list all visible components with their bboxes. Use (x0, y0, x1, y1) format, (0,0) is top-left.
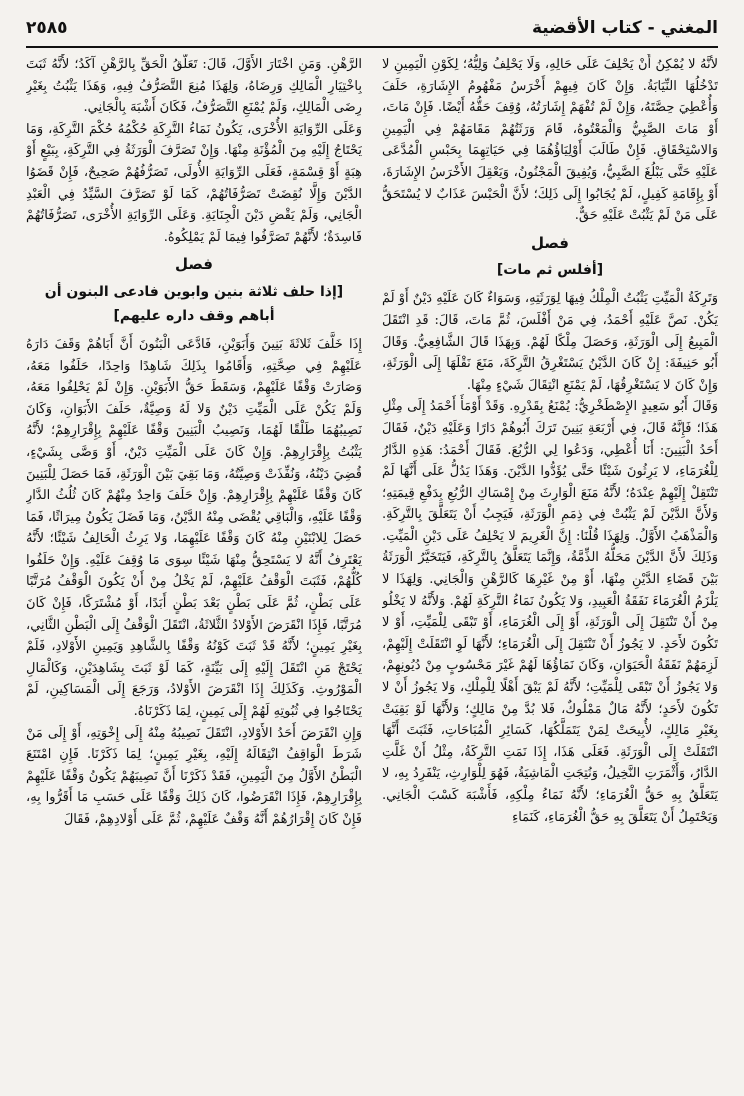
page-number: ٢٥٨٥ (26, 18, 68, 38)
text-columns (26, 54, 718, 1084)
paragraph: وَقَالَ أَبُو سَعِيدٍ الإِصْطَخْرِيُّ: يُمْنَعُ بِقَدْرِهِ. وَقَدْ أَوْمَأَ أَحْمَدُ إِلَى مِثْلِ هَذَا؛ فَإِنَّهُ قَالَ، فِي أَرْبَعَةِ بَنِينَ تَرَكَ أَبُوهُمْ دَارًا وَعَلَيْهِ دَيْنٌ، فَقَالَ أَحَدُ الْبَنِينَ: أَنَا أُعْطِي، وَدَعُوا لِي الرُّبُعَ. فَقَالَ أَحْمَدُ: هَذِهِ الدَّارُ لِلْغُرَمَاءِ، لا يَرِثُونَ شَيْئًا حَتَّى يُؤَدُّوا الدَّيْنَ. وَهَذَا يَدُلُّ عَلَى أَنَّهَا لَمْ تَنْتَقِلْ إِلَيْهِمْ عِنْدَهُ؛ لأَنَّهُ مَنَعَ الْوَارِثَ مِنْ إِمْسَاكِ الرُّبُعِ بِدَفْعِ قِيمَتِهِ؛ وَلأَنَّ الدَّيْنَ لَمْ يَثْبُتْ فِي ذِمَمِ الْوَرَثَةِ، فَيَجِبُ أَنْ يَتَعَلَّقَ بِالتَّرِكَةِ. وَالْمَذْهَبُ الأَوَّلُ. وَلِهَذَا قُلْنَا: إِنَّ الْغَرِيمَ لا يَحْلِفُ عَلَى دَيْنِ الْمَيِّتِ. وَذَلِكَ لأَنَّ الدَّيْنَ مَحَلُّهُ الذِّمَّةُ، وَإِنَّمَا يَتَعَلَّقُ بِالتَّرِكَةِ، فَيَتَخَيَّرُ الْوَرَثَةُ بَيْنَ قَضَاءِ الدَّيْنِ مِنْهَا، أَوْ مِنْ غَيْرِهَا كَالرَّهْنِ وَالْجَانِي. وَلِهَذَا لا يَلْزَمُ الْغُرَمَاءَ نَفَقَةُ الْعَبِيدِ، وَلا يَكُونُ نَمَاءُ التَّرِكَةِ لَهُمْ. وَلأَنَّهُ لا يَخْلُو مِنْ أَنْ تَنْتَقِلَ إِلَى الْوَرَثَةِ، أَوْ إِلَى الْغُرَمَاءِ، أَوْ تَبْقَى لِلْمَيِّتِ، أَوْ لا تَكُونَ لأَحَدٍ. لا يَجُوزُ أَنْ تَنْتَقِلَ إِلَى الْغُرَمَاءِ؛ لأَنَّهَا لَوِ انْتَقَلَتْ إِلَيْهِمْ، لَزِمَهُمْ نَفَقَةُ الْحَيَوَانِ، وَكَانَ نَمَاؤُهَا لَهُمْ غَيْرَ مَحْسُوبٍ مِنْ دُيُونِهِمْ، وَلا يَجُوزُ أَنْ تَبْقَى لِلْمَيِّتِ؛ لأَنَّهُ لَمْ يَبْقَ أَهْلًا لِلْمِلْكِ، وَلا يَجُوزُ أَنْ لا تَكُونَ لأَحَدٍ؛ لأَنَّهُ مَالٌ مَمْلُوكٌ، فَلا بُدَّ مِنْ مَالِكٍ؛ وَلأَنَّهَا لَوْ بَقِيَتْ بِغَيْرِ مَالِكٍ، لأُبِيحَتْ لِمَنْ يَتَمَلَّكُهَا، كَسَائِرِ الْمُبَاحَاتِ، فَثَبَتَ أَنَّهَا انْتَقَلَتْ إِلَى الْوَرَثَةِ. فَعَلَى هَذَا، إِذَا نَمَتِ التَّرِكَةُ، مِثْلُ أَنْ غَلَّتِ الدَّارُ، وَأَثْمَرَتِ النَّخِيلُ، وَنُتِجَتِ الْمَاشِيَةُ، فَهُوَ لِلْوَارِثِ، يَنْفَرِدُ بِهِ، لا يَتَعَلَّقُ بِهِ حَقُّ الْغُرَمَاءِ؛ لأَنَّهُ نَمَاءُ مِلْكِهِ، فَأَشْبَهَ كَسْبَ الْجَانِي. وَيَحْتَمِلُ أَنْ يَتَعَلَّقَ بِهِ حَقُّ الْغُرَمَاءِ، كَنَمَاءِ (382, 399, 718, 825)
section-subheading: [أفلس ثم مات] (496, 262, 604, 279)
paragraph: وَعَلَى الرِّوَايَةِ الأُخْرَى، يَكُونُ نَمَاءُ التَّرِكَةِ حُكْمُهُ حُكْمَ التَّرِكَةِ، وَمَا يَحْتَاجُ إِلَيْهِ مِنَ الْمُؤْنَةِ مِنْهَا. وَإِنْ تَصَرَّفَ الْوَرَثَةُ فِي التَّرِكَةِ، بِبَيْعٍ أَوْ هِبَةٍ أَوْ قِسْمَةٍ، فَعَلَى الرِّوَايَةِ الأُولَى، تَصَرُّفُهُمْ صَحِيحٌ، فَإِنْ قَضَوُا الدَّيْنَ وَإِلَّا نُقِضَتْ تَصَرُّفَاتُهُمْ، كَمَا لَوْ تَصَرَّفَ السَّيِّدُ فِي الْعَبْدِ الْجَانِي، وَلَمْ يَقْضِ دَيْنَ الْجِنَايَةِ. وَعَلَى الرِّوَايَةِ الأُخْرَى، تَصَرُّفَاتُهُمْ فَاسِدَةٌ؛ لأَنَّهُمْ تَصَرَّفُوا فِيمَا لَمْ يَمْلِكُوهُ. (26, 121, 362, 245)
header-rule (26, 46, 718, 48)
paragraph: إِذَا خَلَّفَ ثَلاثَةَ بَنِينَ وَأَبَوَيْنِ، فَادَّعَى الْبَنُونَ أَنَّ أَبَاهُمْ وَقَفَ دَارَهُ عَلَيْهِمْ فِي صِحَّتِهِ، وَأَقَامُوا بِذَلِكَ شَاهِدًا وَاحِدًا، حَلَفُوا مَعَهُ، وَصَارَتْ وَقْفًا عَلَيْهِمْ، وَسَقَطَ حَقُّ الأَبَوَيْنِ. وَإِنْ لَمْ يَحْلِفُوا مَعَهُ، وَلَمْ يَكُنْ عَلَى الْمَيِّتِ دَيْنٌ وَلا لَهُ وَصِيَّةٌ، حَلَفَ الأَبَوَانِ، وَكَانَ نَصِيبُهُمَا طَلْقًا لَهُمَا، وَنَصِيبُ الْبَنِينَ وَقْفًا عَلَيْهِمْ بِإِقْرَارِهِمْ؛ لأَنَّهُ يَثْبُتُ بِإِقْرَارِهِمْ. وَإِنْ كَانَ عَلَى الْمَيِّتِ دَيْنٌ، أَوْ وَصَّى بِشَيْءٍ، قُضِيَ دَيْنُهُ، وَنُفِّذَتْ وَصِيَّتُهُ، وَمَا بَقِيَ بَيْنَ الْوَرَثَةِ، فَمَا حَصَلَ لِلْبَنِينَ كَانَ وَقْفًا عَلَيْهِمْ بِإِقْرَارِهِمْ. وَإِنْ حَلَفَ وَاحِدٌ مِنْهُمْ كَانَ ثُلُثُ الدَّارِ وَقْفًا عَلَيْهِ، وَالْبَاقِي يُقْضَى مِنْهُ الدَّيْنُ، وَمَا فَضَلَ يَكُونُ مِيرَاثًا، فَمَا حَصَلَ لِلابْنَيْنِ مِنْهُ كَانَ وَقْفًا عَلَيْهِمَا، وَلا يَرِثُ الْحَالِفُ شَيْئًا؛ لأَنَّهُ يَعْتَرِفُ أَنَّهُ لا يَسْتَحِقُّ مِنْهَا شَيْئًا سِوَى مَا وُقِفَ عَلَيْهِ. وَإِنْ حَلَفُوا كُلُّهُمْ، فَثَبَتَ الْوَقْفُ عَلَيْهِمْ، لَمْ يَخْلُ مِنْ أَنْ يَكُونَ الْوَقْفُ مُرَتَّبًا عَلَى بَطْنٍ، ثُمَّ عَلَى بَطْنٍ بَعْدَ بَطْنٍ أَبَدًا، أَوْ مُشْتَرَكًا، فَإِنْ كَانَ مُرَتَّبًا، فَإِذَا انْقَرَضَ الأَوْلادُ الثَّلاثَةُ، انْتَقَلَ الْوَقْفُ إِلَى الْبَطْنِ الثَّانِي، بِغَيْرِ يَمِينٍ؛ لأَنَّهُ قَدْ ثَبَتَ كَوْنُهُ وَقْفًا بِالشَّاهِدِ وَيَمِينِ الأَوْلادِ، فَلَمْ يَحْتَجْ مَنِ انْتَقَلَ إِلَيْهِ إِلَى بَيِّنَةٍ، كَمَا لَوْ ثَبَتَ بِشَاهِدَيْنِ، وَكَالْمَالِ الْمَوْرُوثِ. وَكَذَلِكَ إِذَا انْقَرَضَ الأَوْلادُ، وَرَجَعَ إِلَى الْمَسَاكِينِ، لَمْ يَحْتَاجُوا فِي ثُبُوتِهِ لَهُمْ إِلَى يَمِينٍ، لِمَا ذَكَرْنَاهُ. (26, 336, 362, 720)
section-heading: فصل (531, 233, 569, 252)
paragraph: الرَّهْنِ. وَمَنِ اخْتَارَ الأَوَّلَ، قَالَ: تَعَلُّقُ الْحَقِّ بِالرَّهْنِ آكَدُ؛ لأَنَّهُ ثَبَتَ بِاخْتِيَارِ الْمَالِكِ وَرِضَاهُ، وَلِهَذَا مُنِعَ التَّصَرُّفُ فِيهِ، وَهَذَا يَثْبُتُ بِغَيْرِ رِضَى الْمَالِكِ، وَلَمْ يُمْنَعِ التَّصَرُّفُ، فَكَانَ أَشْبَهَ بِالْجَانِي. (26, 57, 362, 116)
left-column (26, 54, 362, 1084)
paragraph: وَتَرِكَةُ الْمَيِّتِ يَثْبُتُ الْمِلْكُ فِيهَا لِوَرَثَتِهِ، وَسَوَاءٌ كَانَ عَلَيْهِ دَيْنٌ أَوْ لَمْ يَكُنْ. نَصَّ عَلَيْهِ أَحْمَدُ، فِي مَنْ أَفْلَسَ، ثُمَّ مَاتَ، قَالَ: قَدِ انْتَقَلَ الْمَبِيعُ إِلَى الْوَرَثَةِ، وَحَصَلَ مِلْكًا لَهُمْ. وَبِهَذَا قَالَ الشَّافِعِيُّ. وَقَالَ أَبُو حَنِيفَةَ: إِنْ كَانَ الدَّيْنُ يَسْتَغْرِقُ التَّرِكَةَ، مَنَعَ نَقْلَهَا إِلَى الْوَرَثَةِ، وَإِنْ كَانَ لا يَسْتَغْرِقُهَا، لَمْ يَمْنَعِ انْتِقَالَ شَيْءٍ مِنْهَا. (382, 291, 718, 393)
running-title: المغني - كتاب الأقضية (531, 18, 718, 38)
paragraph: لأنَّهُ لا يُمْكِنُ أَنْ يَحْلِفَ عَلَى حَالِهِ، وَلَا يَحْلِفُ وَلِيُّهُ؛ لِكَوْنِ الْيَمِينِ لا تَدْخُلُهَا النِّيَابَةُ. وَإِنْ كَانَ فِيهِمْ أَخْرَسُ مَفْهُومُ الإِشَارَةِ، حَلَفَ وَأُعْطِيَ حِصَّتَهُ، وَإِنْ لَمْ تُفْهَمْ إِشَارَتُهُ، وُقِفَ حَقُّهُ أَيْضًا. فَإِنْ مَاتَ، أَوْ مَاتَ الصَّبِيُّ وَالْمَعْتُوهُ، قَامَ وَرَثَتُهُمْ مَقَامَهُمْ فِي الْيَمِينِ وَالاسْتِحْقَاقِ. فَإِنْ طَالَبَ أَوْلِيَاؤُهُمَا فِي حَيَاتِهِمَا بِحَبْسِ الْمُدَّعَى عَلَيْهِ حَتَّى يَبْلُغَ الصَّبِيُّ، وَيُفِيقَ الْمَجْنُونُ، وَيَعْقِلَ الأَخْرَسُ الإِشَارَةَ، أَوْ بِإِقَامَةِ كَفِيلٍ، لَمْ يُجَابُوا إِلَى ذَلِكَ؛ لأَنَّ الْحَبْسَ عَذَابٌ لا يُسْتَحَقُّ عَلَى مَنْ لَمْ يَثْبُتْ عَلَيْهِ حَقٌّ. (382, 57, 718, 224)
paragraph: وَإِنِ انْقَرَضَ أَحَدُ الأَوْلادِ، انْتَقَلَ نَصِيبُهُ مِنْهُ إِلَى إِخْوَتِهِ، أَوْ إِلَى مَنْ شَرَطَ الْوَاقِفُ انْتِقَالَهُ إِلَيْهِ، بِغَيْرِ يَمِينٍ؛ لِمَا ذَكَرْنَا. فَإِنِ امْتَنَعَ الْبَطْنُ الأَوَّلُ مِنَ الْيَمِينِ، فَقَدْ ذَكَرْنَا أَنَّ نَصِيبَهُمْ يَكُونُ وَقْفًا عَلَيْهِمْ بِإِقْرَارِهِمْ، فَإِذَا انْقَرَضُوا، كَانَ ذَلِكَ وَقْفًا عَلَى حَسَبِ مَا أَقَرُّوا بِهِ، فَإِنْ كَانَ إِقْرَارُهُمْ أَنَّهُ وَقْفٌ عَلَيْهِمْ، ثُمَّ عَلَى أَوْلادِهِمْ، فَقَالَ (26, 725, 362, 827)
section-heading: فصل (175, 255, 213, 274)
right-column (382, 54, 718, 1084)
section-subheading: [إذا حلف ثلاثة بنين وابوين فادعى البنون أن أباهم وقف داره عليهم] (44, 283, 344, 324)
page-header (26, 12, 718, 46)
